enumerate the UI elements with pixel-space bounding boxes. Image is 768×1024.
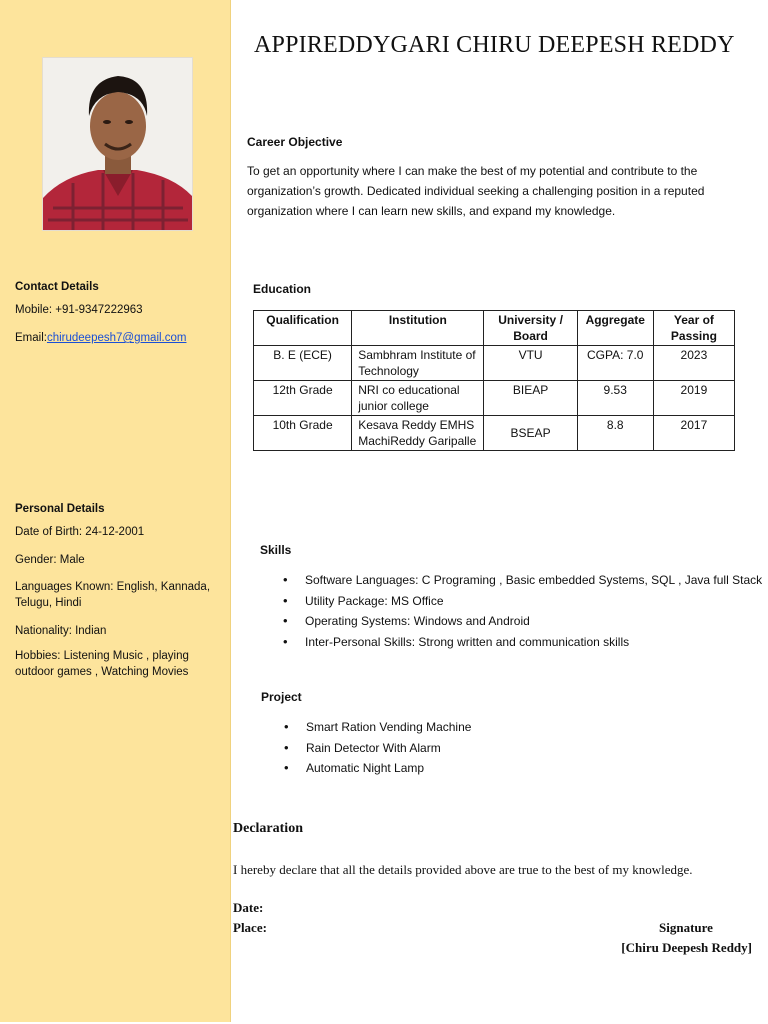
list-item: • Smart Ration Vending Machine [284, 717, 471, 738]
cell-university: BSEAP [484, 416, 577, 451]
personal-languages: Languages Known: English, Kannada, Telugu, Hindi [15, 581, 211, 609]
email-link[interactable]: chirudeepesh7@gmail.com [46, 332, 187, 344]
list-item: • Inter-Personal Skills: Strong written and communication skills [283, 632, 762, 653]
cell-qualification: 12th Grade [254, 381, 352, 416]
table-row [254, 381, 735, 416]
list-item: • Operating Systems: Windows and Android [283, 611, 762, 632]
place-label: Place: [233, 920, 267, 935]
signature-name: [Chiru Deepesh Reddy] [621, 940, 752, 955]
cell-university: BIEAP [484, 381, 577, 416]
col-year: Year of Passing [653, 311, 734, 346]
email-label: Email: [15, 332, 47, 344]
education-table [253, 310, 735, 451]
table-row [254, 346, 735, 381]
col-institution: Institution [352, 311, 484, 346]
signature-label: Signature [659, 920, 713, 935]
cell-year: 2023 [653, 346, 734, 381]
date-label: Date: [233, 900, 264, 915]
list-item: • Utility Package: MS Office [283, 591, 762, 612]
cell-qualification: 10th Grade [254, 416, 352, 451]
cell-year: 2017 [653, 416, 734, 451]
cell-university: VTU [484, 346, 577, 381]
profile-photo-graphic [43, 58, 192, 230]
personal-dob: Date of Birth: 24-12-2001 [15, 526, 145, 538]
contact-email-row [15, 330, 220, 346]
education-heading: Education [253, 282, 312, 296]
personal-gender: Gender: Male [15, 554, 85, 566]
skills-list [283, 570, 762, 652]
project-heading: Project [261, 690, 302, 704]
cell-aggregate: CGPA: 7.0 [577, 346, 653, 381]
personal-nationality: Nationality: Indian [15, 625, 107, 637]
list-item: • Software Languages: C Programing , Basic embedded Systems, SQL , Java full Stack [283, 570, 762, 591]
personal-hobbies: Hobbies: Listening Music , playing outdoor games , Watching Movies [15, 650, 189, 678]
personal-heading: Personal Details [15, 503, 105, 515]
skills-heading: Skills [260, 543, 292, 557]
cell-aggregate: 9.53 [577, 381, 653, 416]
declaration-heading: Declaration [233, 821, 303, 836]
page-title: APPIREDDYGARI CHIRU DEEPESH REDDY [254, 32, 735, 58]
table-row [254, 416, 735, 451]
cell-year: 2019 [653, 381, 734, 416]
cell-institution: Sambhram Institute of Technology [352, 346, 484, 381]
cell-aggregate: 8.8 [577, 416, 653, 451]
contact-mobile: Mobile: +91-9347222963 [15, 304, 143, 316]
project-list [284, 717, 471, 779]
education-header-row [254, 311, 735, 346]
col-aggregate: Aggregate [577, 311, 653, 346]
list-item: • Rain Detector With Alarm [284, 738, 471, 759]
col-university: University / Board [484, 311, 577, 346]
cell-institution: NRI co educational junior college [352, 381, 484, 416]
cell-qualification: B. E (ECE) [254, 346, 352, 381]
contact-heading: Contact Details [15, 281, 99, 293]
career-heading: Career Objective [247, 135, 343, 149]
profile-photo [42, 57, 193, 231]
list-item: • Automatic Night Lamp [284, 758, 471, 779]
declaration-text: I hereby declare that all the details provided above are true to the best of my knowledge. [233, 862, 693, 877]
col-qualification: Qualification [254, 311, 352, 346]
cell-institution: Kesava Reddy EMHS MachiReddy Garipalle [352, 416, 484, 451]
career-text: To get an opportunity where I can make the best of my potential and contribute to the organization’s growth. Dedicated individual seeking a challenging position in a reputed organization where I can learn new skills, and expand my knowledge. [247, 164, 705, 218]
